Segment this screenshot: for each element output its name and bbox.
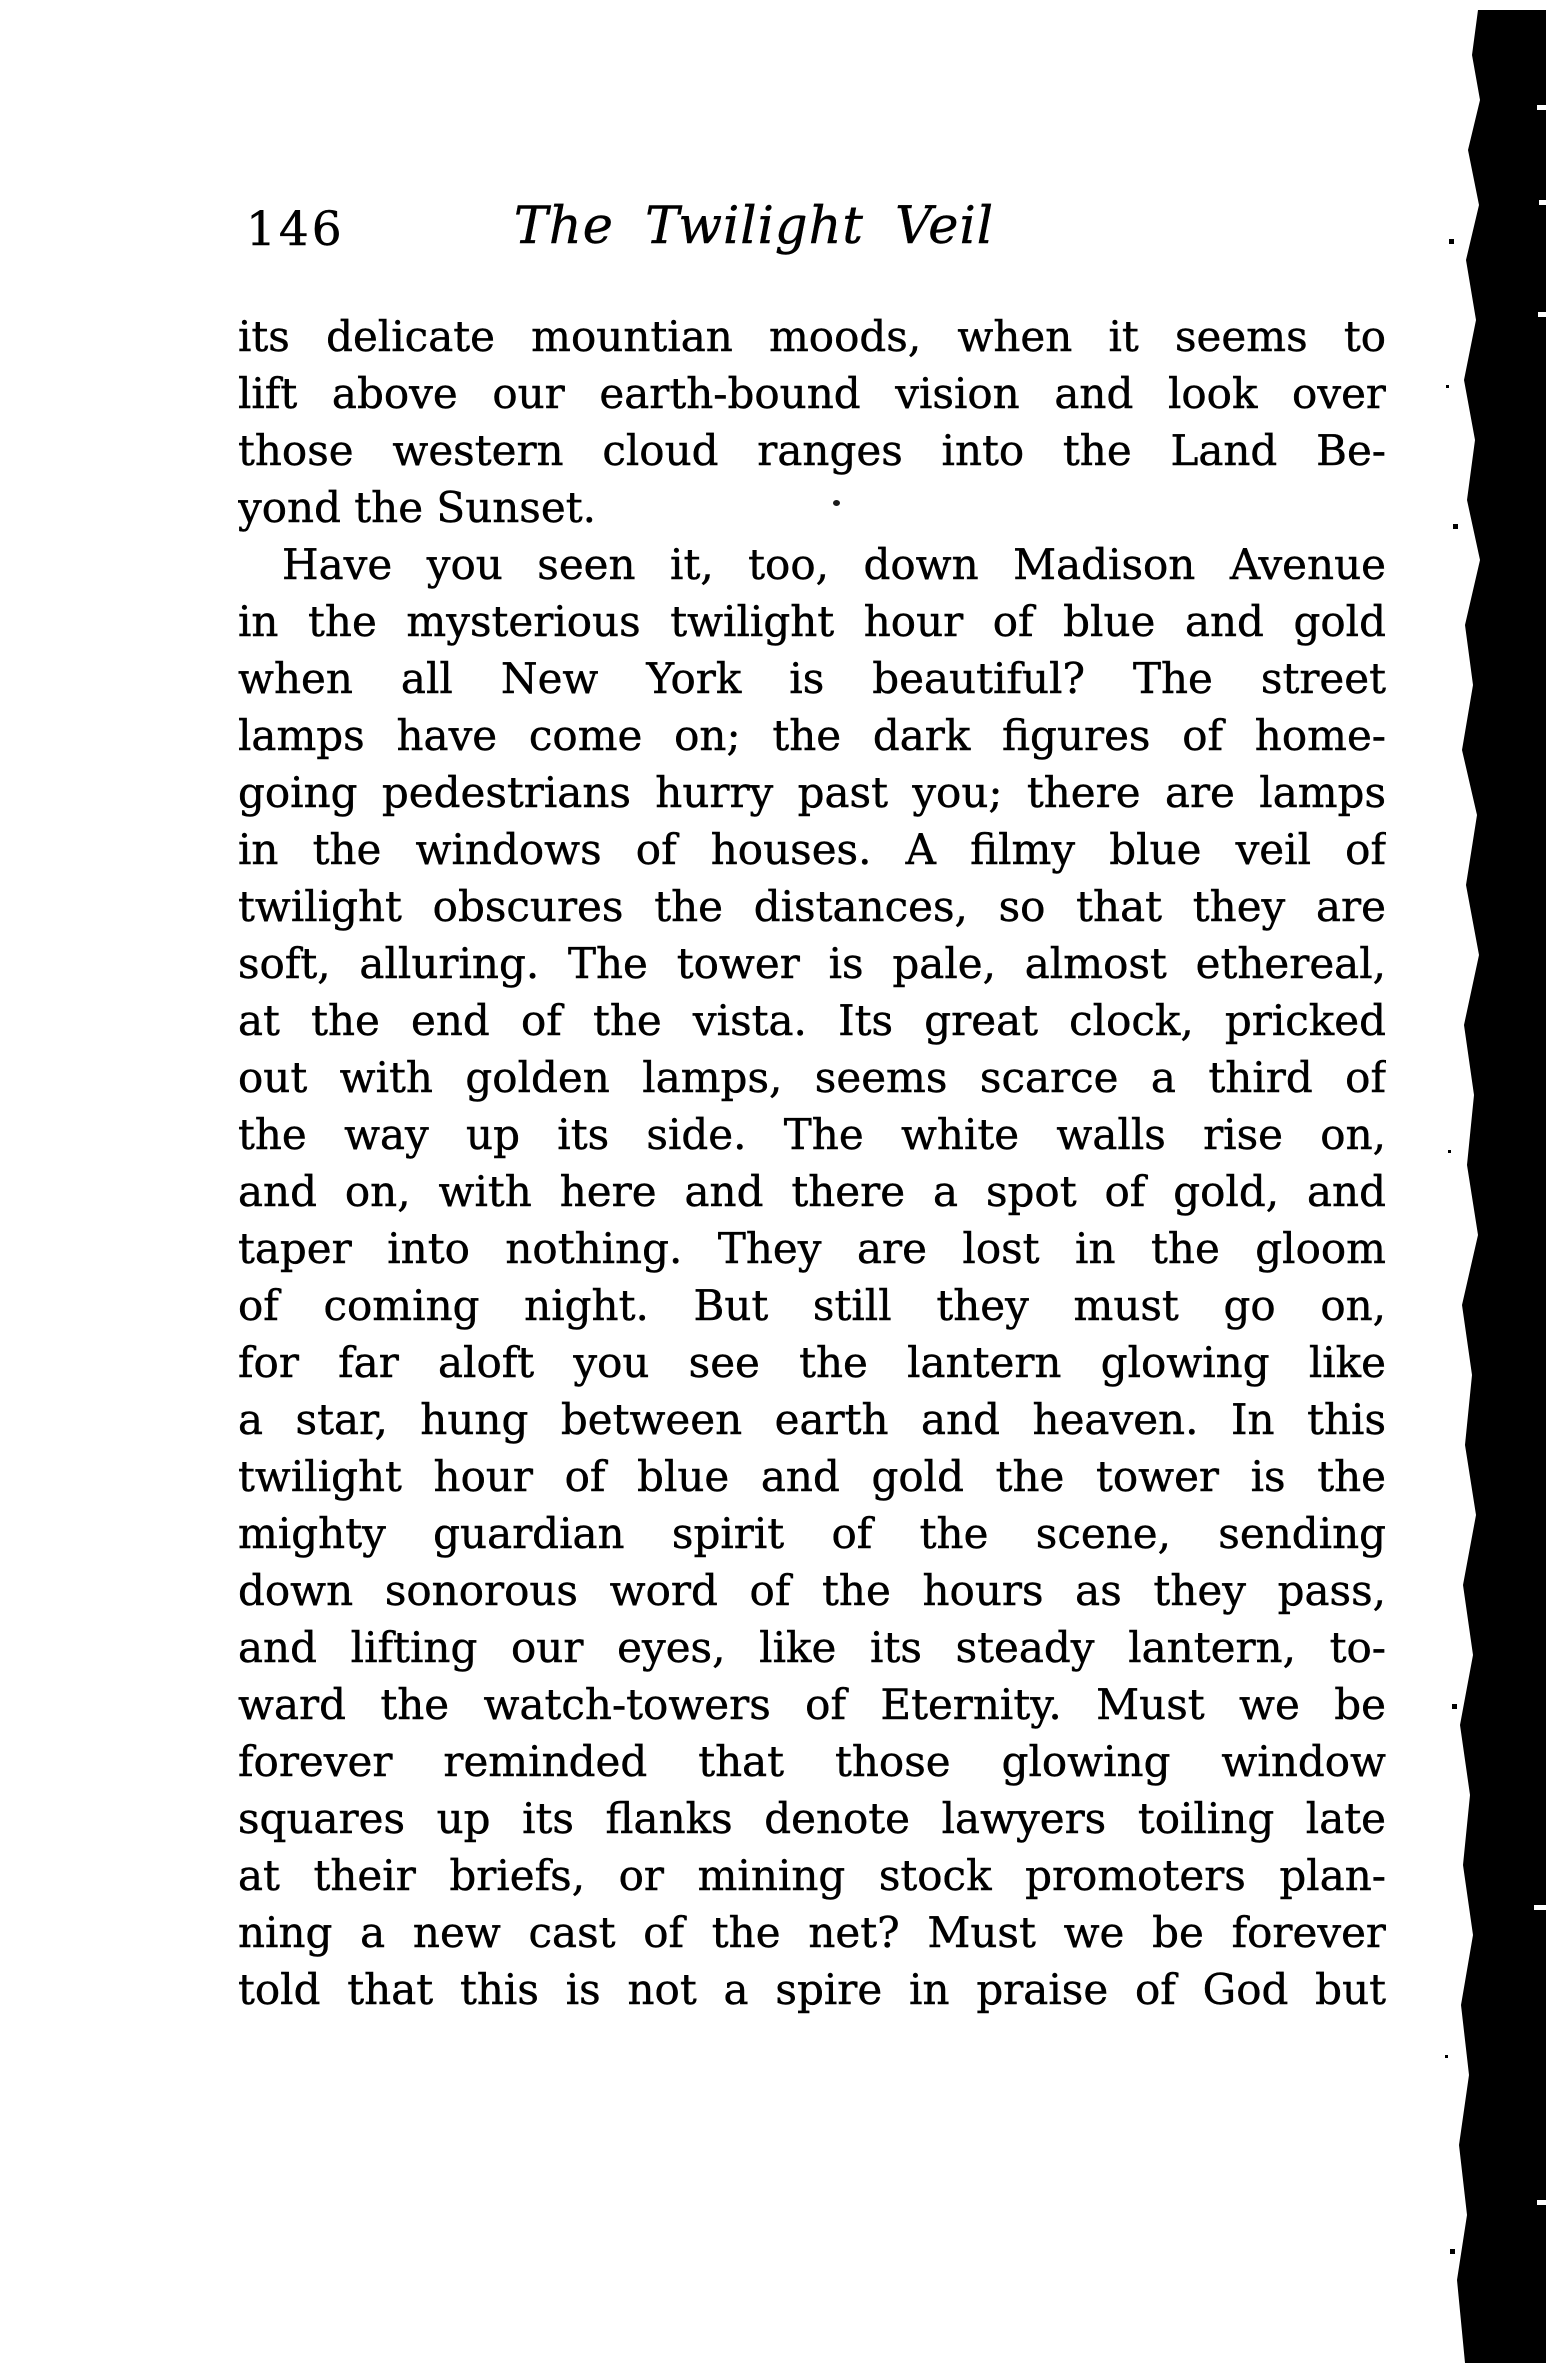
text-line: those western cloud ranges into the Land Be- [238,426,1386,475]
text-line: the way up its side. The white walls rise on, [238,1110,1386,1159]
text-line: going pedestrians hurry past you; there are lamps [238,768,1386,817]
scan-artifact [1534,1905,1546,1910]
text-line: out with golden lamps, seems scarce a third of [238,1053,1386,1102]
text-line: squares up its flanks denote lawyers toiling late [238,1794,1386,1843]
page-number: 146 [246,202,345,257]
text-line: of coming night. But still they must go on, [238,1281,1386,1330]
text-line: in the mysterious twilight hour of blue and gold [238,597,1386,646]
text-line: yond the Sunset. [238,483,596,532]
scan-artifact [1537,105,1546,110]
text-line: when all New York is beautiful? The street [238,654,1386,703]
text-line: twilight hour of blue and gold the tower is the [238,1452,1386,1501]
text-line: mighty guardian spirit of the scene, sending [238,1509,1386,1558]
scan-artifact [1539,200,1546,205]
scan-noise-specks [1444,0,1447,3]
text-line: in the windows of houses. A filmy blue veil of [238,825,1386,874]
text-line: lift above our earth-bound vision and look over [238,369,1386,418]
ink-speck [833,500,840,506]
scan-gutter-shadow [1454,10,1546,2363]
scan-artifact [1538,312,1546,317]
text-line: for far aloft you see the lantern glowing like [238,1338,1386,1387]
text-line: and on, with here and there a spot of gold, and [238,1167,1386,1216]
scan-artifact [1537,2200,1546,2205]
text-line: down sonorous word of the hours as they pass, [238,1566,1386,1615]
text-line: and lifting our eyes, like its steady lantern, to- [238,1623,1386,1672]
text-line: told that this is not a spire in praise of God but [238,1965,1386,2014]
text-line: soft, alluring. The tower is pale, almost ethereal, [238,939,1386,988]
text-line: ning a new cast of the net? Must we be forever [238,1908,1386,1957]
body-text [238,308,1386,2018]
text-line: at the end of the vista. Its great clock, pricked [238,996,1386,1045]
text-line: ward the watch-towers of Eternity. Must we be [238,1680,1386,1729]
running-title: The Twilight Veil [513,197,995,256]
text-line: forever reminded that those glowing window [238,1737,1386,1786]
text-line: a star, hung between earth and heaven. In this [238,1395,1386,1444]
text-line: taper into nothing. They are lost in the gloom [238,1224,1386,1273]
text-line: at their briefs, or mining stock promoters plan- [238,1851,1386,1900]
text-line: its delicate mountian moods, when it seems to [238,312,1386,361]
text-line: Have you seen it, too, down Madison Avenue [282,540,1386,589]
text-line: twilight obscures the distances, so that they are [238,882,1386,931]
text-line: lamps have come on; the dark figures of home- [238,711,1386,760]
